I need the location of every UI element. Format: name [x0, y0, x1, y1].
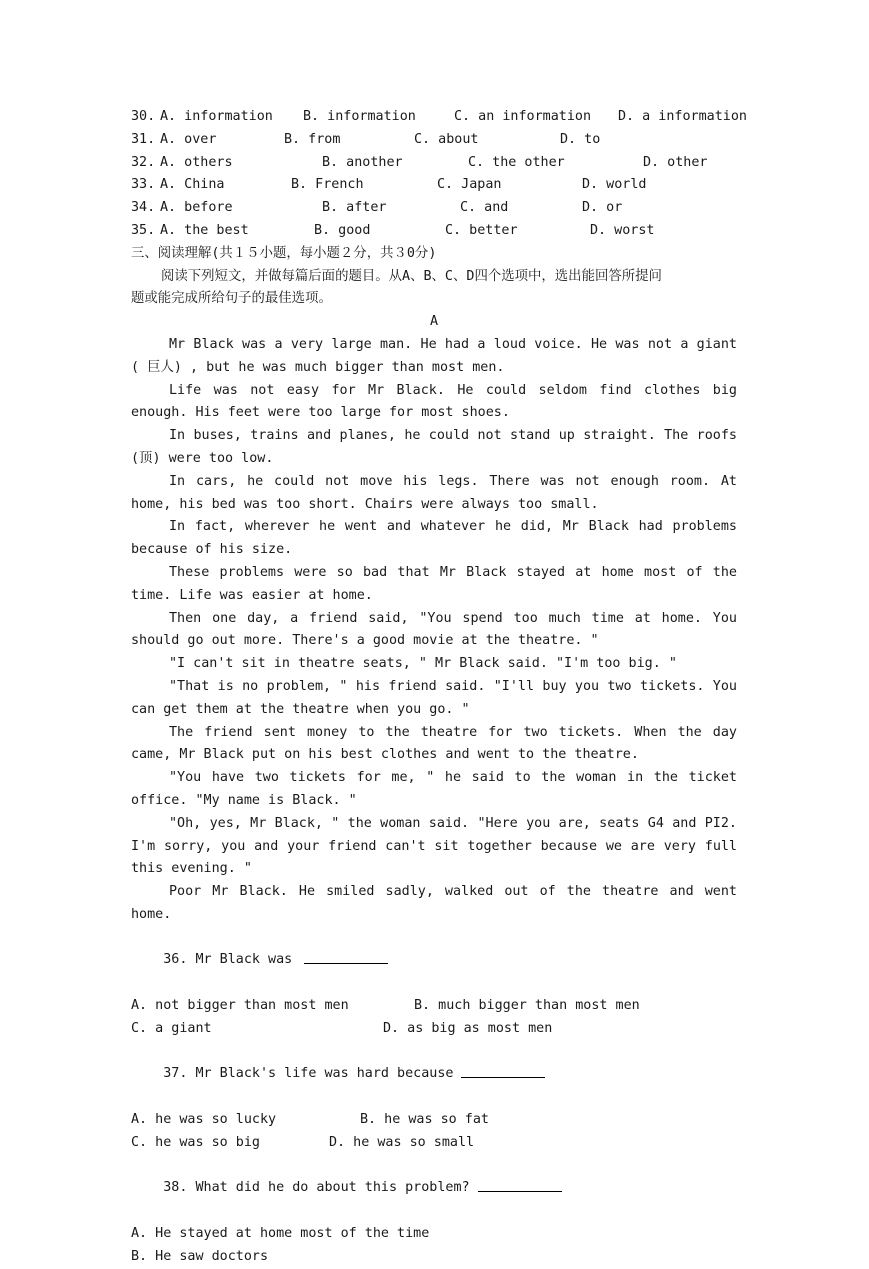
option-d: D. he was so small [329, 1134, 475, 1150]
passage-paragraph: In fact, wherever he went and whatever he did, Mr Black had problems because of his size. [131, 519, 737, 558]
answer-blank [304, 950, 388, 964]
passage-paragraph: Poor Mr Black. He smiled sadly, walked out of the theatre and went home. [131, 884, 737, 922]
option-row-31 [131, 129, 737, 152]
option-d: D. to [560, 131, 601, 147]
option-row-32 [131, 152, 737, 175]
question-37-options-ab [131, 1109, 737, 1132]
option-a: A. China [160, 177, 225, 193]
exam-page [131, 106, 747, 1269]
instruction-line-1: 阅读下列短文，并做每篇后面的题目。从A、B、C、D四个选项中，选出能回答所提问 [161, 268, 662, 284]
passage-paragraph: "That is no problem, " his friend said. "I'll buy you two tickets. You can get them at the theatre when you go. " [131, 678, 737, 717]
passage-paragraph: "Oh, yes, Mr Black, " the woman said. "Here you are, seats G4 and PI2. I'm sorry, you and your friend can't sit together because we are very full this evening. " [131, 815, 737, 877]
option-a: A. before [160, 200, 233, 216]
question-number: 35. [131, 222, 156, 238]
option-b: B. he was so fat [360, 1112, 489, 1128]
question-number: 33. [131, 177, 156, 193]
instruction-line-2: 题或能完成所给句子的最佳选项。 [131, 291, 332, 307]
question-37 [131, 1041, 737, 1109]
option-row-35 [131, 220, 737, 243]
option-c: C. about [414, 131, 479, 147]
passage-paragraph: In buses, trains and planes, he could not stand up straight. The roofs (顶) were too low. [131, 428, 737, 466]
question-stem: 36. Mr Black was [163, 952, 293, 968]
option-b: B. from [284, 131, 341, 147]
question-number: 31. [131, 131, 156, 147]
passage-paragraph: Mr Black was a very large man. He had a loud voice. He was not a giant ( 巨人) , but he was much bigger than most men. [131, 336, 737, 375]
option-row-34 [131, 197, 737, 220]
option-c: C. a giant [131, 1020, 212, 1036]
option-b: B. good [314, 222, 371, 238]
question-number: 30. [131, 109, 156, 124]
option-b: B. much bigger than most men [414, 998, 640, 1014]
option-d: D. a information [618, 109, 747, 124]
option-a: A. he was so lucky [131, 1112, 277, 1128]
option-c: C. and [460, 200, 509, 216]
question-stem: 38. What did he do about this problem? [163, 1180, 470, 1196]
option-a: A. He stayed at home most of the time [131, 1226, 430, 1242]
passage-paragraph: The friend sent money to the theatre for two tickets. When the day came, Mr Black put on his best clothes and went to the theatre. [131, 724, 737, 763]
option-a: A. over [160, 131, 217, 147]
option-d: D. world [582, 177, 647, 193]
option-c: C. an information [454, 109, 592, 124]
option-d: D. or [582, 200, 623, 216]
option-b: B. another [322, 154, 403, 170]
option-a: A. the best [160, 222, 249, 238]
passage-paragraph: "I can't sit in theatre seats, " Mr Black said. "I'm too big. " [169, 656, 677, 672]
option-a: A. others [160, 154, 233, 170]
question-number: 34. [131, 200, 156, 216]
answer-blank [461, 1064, 545, 1078]
question-36-options-ab [131, 995, 737, 1018]
option-d: D. other [643, 154, 708, 170]
question-number: 32. [131, 154, 156, 170]
option-row-33 [131, 174, 737, 197]
question-36 [131, 927, 737, 995]
passage-paragraph: In cars, he could not move his legs. There was not enough room. At home, his bed was too short. Chairs were always too small. [131, 473, 737, 512]
option-b: B. He saw doctors [131, 1248, 269, 1264]
passage-paragraph: Then one day, a friend said, "You spend too much time at home. You should go out more. There's a good movie at the theatre. " [131, 610, 737, 649]
option-c: C. he was so big [131, 1134, 260, 1150]
passage-paragraph: "You have two tickets for me, " he said to the woman in the ticket office. "My name is Black. " [131, 770, 737, 808]
option-d: D. worst [590, 222, 655, 238]
option-a: A. not bigger than most men [131, 998, 349, 1014]
passage-paragraph: These problems were so bad that Mr Black stayed at home most of the time. Life was easier at home. [131, 564, 737, 603]
option-c: C. Japan [437, 177, 502, 193]
passage-label: A [429, 314, 439, 330]
answer-blank [478, 1178, 562, 1192]
option-c: C. the other [468, 154, 565, 170]
section-heading: 三、阅读理解(共１５小题，每小题２分，共３0分) [131, 245, 437, 261]
question-38 [131, 1155, 737, 1223]
option-a: A. information [160, 109, 273, 124]
question-37-options-cd [131, 1132, 737, 1155]
question-36-options-cd [131, 1018, 737, 1041]
option-b: B. French [291, 177, 364, 193]
option-c: C. better [445, 222, 518, 238]
option-b: B. information [303, 109, 416, 124]
option-row-30 [131, 106, 747, 129]
passage-paragraph: Life was not easy for Mr Black. He could seldom find clothes big enough. His feet were too large for most shoes. [131, 382, 737, 421]
question-stem: 37. Mr Black's life was hard because [163, 1066, 454, 1082]
option-d: D. as big as most men [383, 1020, 553, 1036]
option-b: B. after [322, 200, 387, 216]
